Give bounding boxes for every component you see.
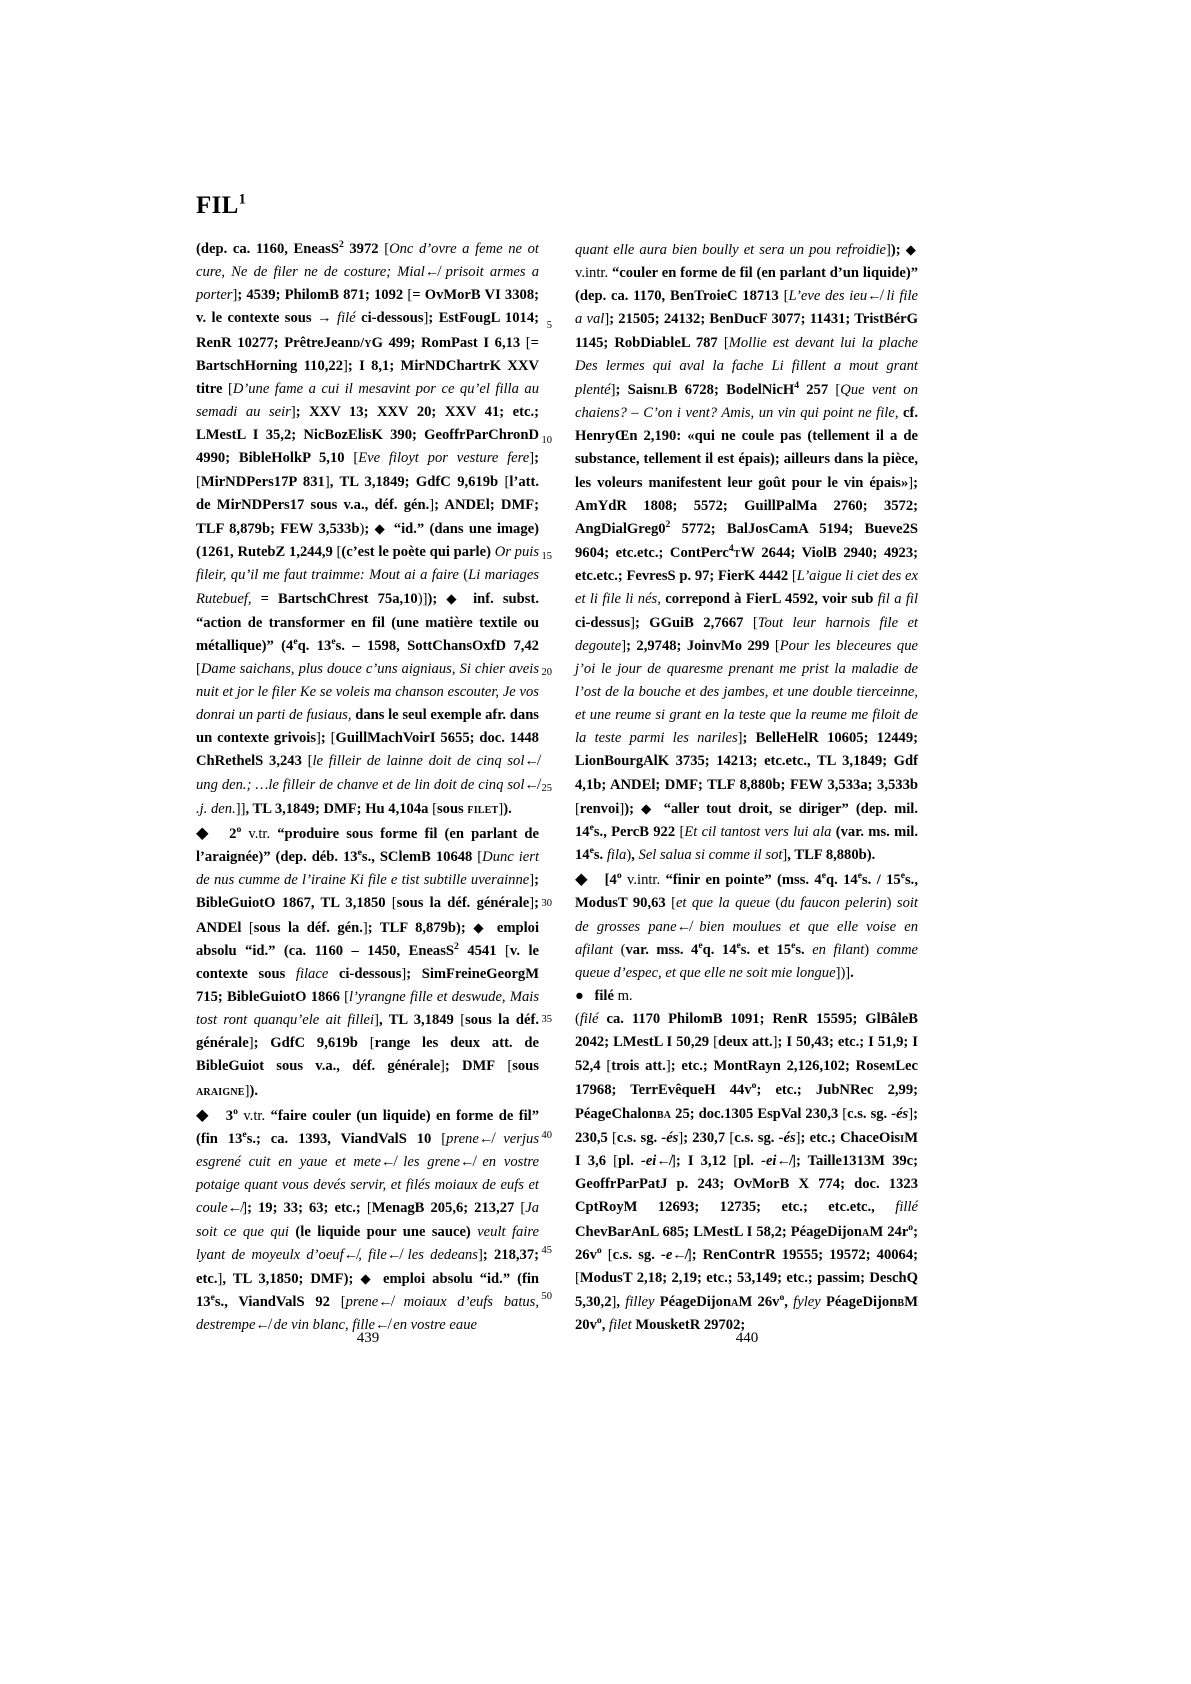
line-number: 40 — [541, 1130, 552, 1141]
line-number: 35 — [541, 1014, 552, 1025]
line-number: 30 — [541, 898, 552, 909]
entry-paragraph: ◆ 3$^o$ v.tr. “faire couler (un liquide) en forme de fil” (fin 13es.; ca. 1393, ViandValS 10 [prene↚ verjus esgrené cuit en yaue et mete↚ les grene↚ en vostre potaige quant vous devés servir, et filés moiaux de eufs et coule↚]; 19; 33; 63; etc.; [MenagB 205,6; 213,27 [Ja soit ce que qui (le liquide pour une sauce) veult faire lyant de moyeulx d’oeuf↚, file↚ les dedeans]; 218,37; etc.], TL 3,1850; DMF); ◆ emploi absolu “id.” (fin 13es., ViandValS 92 [prene↚ moiaux d’eufs batus, destrempe↚ de vin blanc, fille↚ en vostre eaue — [196, 1104, 540, 1334]
entry-paragraph: ● filé m. — [575, 988, 633, 1004]
line-number: 15 — [541, 551, 552, 562]
folio-row — [0, 1330, 1191, 1360]
line-number: 20 — [541, 667, 552, 678]
headword-text: FIL — [196, 191, 239, 219]
line-number: 45 — [541, 1245, 552, 1256]
entry-paragraph: ◆ [4$^o$ v.intr. “finir en pointe” (mss. 4eq. 14es. / 15es., ModusT 90,63 [et que la queue (du faucon pelerin) soit de grosses pane↚ bien moulues et que elle voise en afilant (var. mss. 4eq. 14es. et 15es. en filant) comme queue d’espec, et que elle ne soit mie longue])]. — [575, 869, 918, 981]
page-headword — [196, 192, 246, 220]
page-number-right: 440 — [735, 1330, 759, 1346]
line-number: 5 — [546, 320, 552, 331]
line-number: 10 — [541, 435, 552, 446]
entry-paragraph: (filé ca. 1170 PhilomB 1091; RenR 15595; GlBâleB 2042; LMestL I 50,29 [deux att.]; I 50,43; etc.; I 51,9; I 52,4 [trois att.]; etc.; MontRayn 2,126,102; RosemLec 17968; TerrEvêqueH $44v^o$; etc.; JubNRec 2,99; PéageChalonba 25; doc.1305 EspVal 230,3 [c.s. sg. -és]; 230,5 [c.s. sg. -és]; 230,7 [c.s. sg. -és]; etc.; ChaceOisiM I 3,6 [pl. -ei↚]; I 3,12 [pl. -ei↚]; Taille1313M 39c; GeoffrParPatJ p. 243; OvMorB X 774; doc. 1323 CptRoyM 12693; 12735; etc.; etc.etc., fillé ChevBarAnL 685; LMestL I 58,2; PéageDijonaM $24r^o$; $26v^o$ [c.s. sg. -e↚]; RenContrR 19555; 19572; 40064; [ModusT 2,18; 2,19; etc.; 53,149; etc.; passim; DeschQ 5,30,2], filley PéageDijonaM $26v^o$, fyley PéageDijonbM $20v^o$, filet MousketR 29702; — [575, 1011, 919, 1334]
column-right — [575, 238, 918, 1337]
page-number-left: 439 — [356, 1330, 380, 1346]
entry-paragraph: quant elle aura bien boully et sera un pou refroidie]); ◆ v.intr. “couler en forme de fil (en parlant d’un liquide)” (dep. ca. 1170, BenTroieC 18713 [L’eve des ieu↚ li file a val]; 21505; 24132; BenDucF 3077; 11431; TristBérG 1145; RobDiableL 787 [Mollie est devant lui la plache Des lermes qui aval la fache Li fillent a mout grant plenté]; SaisnlB 6728; BodelNicH$^4$ 257 [Que vent on chaiens? – C’on i vent? Amis, un vin qui point ne file, cf. HenryŒn 2,190: «qui ne coule pas (tellement il a de substance, tellement il est épais); ailleurs dans la pièce, les voleurs manifestent leur goût pour le vin épais»]; AmYdR 1808; 5572; GuillPalMa 2760; 3572; $AngDialGreg0^2$ 5772; BalJosCamA 5194; Bueve2S 9604; etc.etc.; ContPerc$^4$tW 2644; ViolB 2940; 4923; etc.etc.; FevresS p. 97; FierK 4442 [L’aigue li ciet des ex et li file li nés, correpond à FierL 4592, voir sub fil a fil ci-dessus]; GGuiB 2,7667 [Tout leur harnois file et degoute]; 2,9748; JoinvMo 299 [Pour les bleceures que j’oi le jour de quaresme prenant me prist la maladie de l’ost de la bouche et des jambes, et une double tierceinne, et une reume si grant en la teste que la reume me filoit de la teste parmi les nariles]; BelleHelR 10605; 12449; LionBourgAlK 3735; 14213; etc.etc., TL 3,1849; Gdf 4,1b; ANDEl; DMF; TLF 8,880b; FEW 3,533a; 3,533b [renvoi]); ◆ “aller tout droit, se diriger” (dep. mil. 14es., PercB 922 [Et cil tantost vers lui ala (var. ms. mil. 14es. fila), Sel salua si comme il sot], TLF 8,880b). — [575, 242, 919, 864]
column-left — [196, 238, 539, 1337]
entry-paragraph: ◆ 2$^o$ v.tr. “produire sous forme fil (en parlant de l’araignée)” (dep. déb. 13es., SClemB 10648 [Dunc iert de nus cumme de l’iraine Ki file e tist subtille uverainne]; BibleGuiotO 1867, TL 3,1850 [sous la déf. générale]; ANDEl [sous la déf. gén.]; TLF 8,879b); ◆ emploi absolu “id.” (ca. 1160 – 1450, EneasS$^2$ 4541 [v. le contexte sous filace ci-dessous]; SimFreineGeorgM 715; BibleGuiotO 1866 [l’yrangne fille et deswude, Mais tost ront quanqu’ele ait fillei], TL 3,1849 [sous la déf. générale]; GdfC 9,619b [range les deux att. de BibleGuiot sous v.a., déf. générale]; DMF [sous araigne]). — [196, 822, 540, 1099]
line-number: 25 — [541, 783, 552, 794]
line-number: 50 — [541, 1291, 552, 1302]
headword-superscript: 1 — [238, 191, 247, 208]
text-columns — [0, 238, 1191, 1334]
entry-paragraph: (dep. ca. 1160, EneasS$^2$ 3972 [Onc d’ovre a feme ne ot cure, Ne de filer ne de costure; Mial↚ prisoit armes a porter]; 4539; PhilomB 871; 1092 [= OvMorB VI 3308; v. le contexte sous → filé ci-dessous]; EstFougL 1014; RenR 10277; PrêtreJeand/yG 499; RomPast I 6,13 [= BartschHorning 110,22]; I 8,1; MirNDChartrK XXV titre [D’une fame a cui il mesavint por ce qu’el filla au semadi au seir]; XXV 13; XXV 20; XXV 41; etc.; LMestL I 35,2; NicBozElisK 390; GeoffrParChronD 4990; BibleHolkP 5,10 [Eve filoyt por vesture fere]; [MirNDPers17P 831], TL 3,1849; GdfC 9,619b [l’att. de MirNDPers17 sous v.a., déf. gén.]; ANDEl; DMF; TLF 8,879b; FEW 3,533b); ◆ “id.” (dans une image) (1261, RutebZ 1,244,9 [(c’est le poète qui parle) Or puis fileir, qu’il me faut traimme: Mout ai a faire (Li mariages Rutebuef, = BartschChrest 75a,10)]); ◆ inf. subst. “action de transformer en fil (une matière textile ou métallique)” (4eq. 13es. – 1598, SottChansOxfD 7,42 [Dame saichans, plus douce c’uns aigniaus, Si chier aveis nuit et jor le filer Ke se voleis ma chanson escouter, Je vos donrai un parti de fusiaus, dans le seul exemple afr. dans un contexte grivois]; [GuillMachVoirI 5655; doc. 1448 ChRethelS 3,243 [le filleir de lainne doit de cinq sol↚ ung den.; …le filleir de chanve et de lin doit de cinq sol↚ .j. den.]], TL 3,1849; DMF; Hu 4,104a [sous filet]). — [196, 239, 540, 817]
